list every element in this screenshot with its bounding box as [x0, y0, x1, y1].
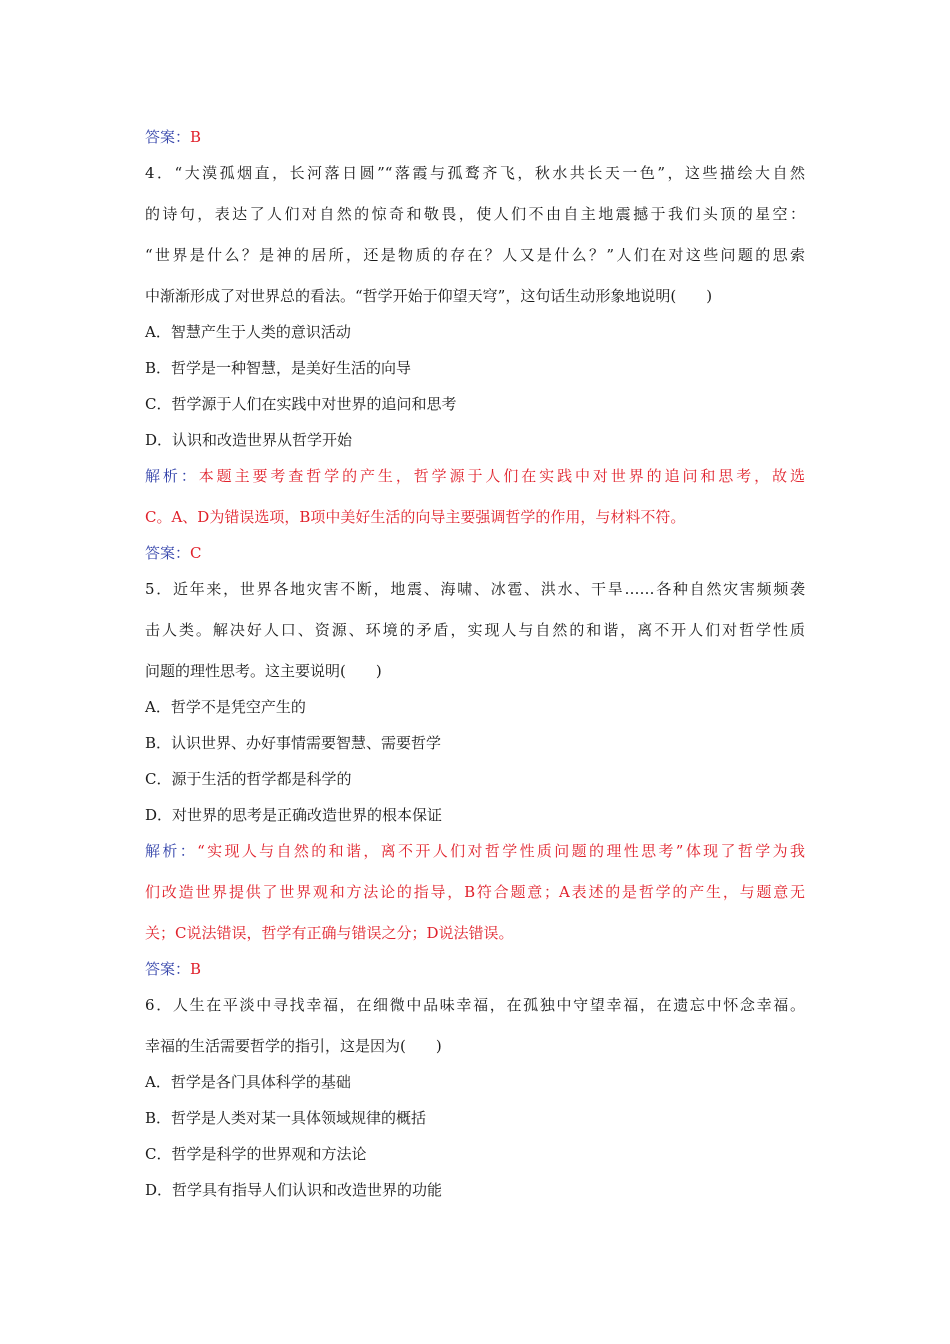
option-line: D．认识和改造世界从哲学开始 — [145, 431, 353, 449]
option-line: A．哲学不是凭空产生的 — [145, 698, 306, 716]
answer-label: 答案： — [145, 960, 191, 978]
answer-line — [145, 959, 201, 979]
answer-value: C — [190, 544, 202, 562]
question-line: 击人类。解决好人口、资源、环境的矛盾，实现人与自然的和谐，离不开人们对哲学性质 — [145, 621, 805, 639]
answer-value: B — [190, 960, 202, 978]
explanation-label: 解析： — [145, 842, 198, 860]
option-line: A．智慧产生于人类的意识活动 — [145, 323, 351, 341]
question-line: 的诗句，表达了人们对自然的惊奇和敬畏，使人们不由自主地震撼于我们头顶的星空： — [145, 205, 805, 223]
explanation-label: 解析： — [145, 467, 199, 485]
question-line: 6．人生在平淡中寻找幸福，在细微中品味幸福，在孤独中守望幸福，在遗忘中怀念幸福。 — [145, 996, 805, 1014]
option-line: C．源于生活的哲学都是科学的 — [145, 770, 352, 788]
question-line: 问题的理性思考。这主要说明( ) — [145, 662, 382, 680]
question-line: 中渐渐形成了对世界总的看法。“哲学开始于仰望天穹”，这句话生动形象地说明( ) — [145, 287, 713, 305]
question-line: 4．“大漠孤烟直，长河落日圆”“落霞与孤鹜齐飞，秋水共长天一色”，这些描绘大自然 — [145, 164, 805, 182]
explanation-line — [145, 466, 805, 486]
option-line: B．认识世界、办好事情需要智慧、需要哲学 — [145, 734, 442, 752]
answer-value: B — [190, 128, 202, 146]
explanation-line — [145, 841, 805, 861]
option-line: D．对世界的思考是正确改造世界的根本保证 — [145, 806, 443, 824]
answer-label: 答案： — [145, 544, 191, 562]
explanation-text: “实现人与自然的和谐，离不开人们对哲学性质问题的理性思考”体现了哲学为我 — [197, 842, 805, 860]
explanation-line: C。A、D为错误选项，B项中美好生活的向导主要强调哲学的作用，与材料不符。 — [145, 508, 686, 526]
explanation-text: 本题主要考查哲学的产生，哲学源于人们在实践中对世界的追问和思考，故选 — [198, 467, 805, 485]
answer-line — [145, 543, 202, 563]
option-line: A．哲学是各门具体科学的基础 — [145, 1073, 351, 1091]
question-line: 5．近年来，世界各地灾害不断，地震、海啸、冰雹、洪水、干旱……各种自然灾害频频袭 — [145, 580, 805, 598]
explanation-line: 关；C说法错误，哲学有正确与错误之分；D说法错误。 — [145, 924, 514, 942]
explanation-line: 们改造世界提供了世界观和方法论的指导，B符合题意；A表述的是哲学的产生，与题意无 — [145, 883, 805, 901]
option-line: D．哲学具有指导人们认识和改造世界的功能 — [145, 1181, 443, 1199]
option-line: C．哲学源于人们在实践中对世界的追问和思考 — [145, 395, 457, 413]
option-line: B．哲学是人类对某一具体领域规律的概括 — [145, 1109, 427, 1127]
option-line: B．哲学是一种智慧，是美好生活的向导 — [145, 359, 412, 377]
question-line: 幸福的生活需要哲学的指引，这是因为( ) — [145, 1037, 442, 1055]
answer-label: 答案： — [145, 128, 191, 146]
option-line: C．哲学是科学的世界观和方法论 — [145, 1145, 367, 1163]
question-line: “世界是什么？是神的居所，还是物质的存在？人又是什么？”人们在对这些问题的思索 — [145, 246, 805, 264]
answer-line — [145, 127, 201, 147]
